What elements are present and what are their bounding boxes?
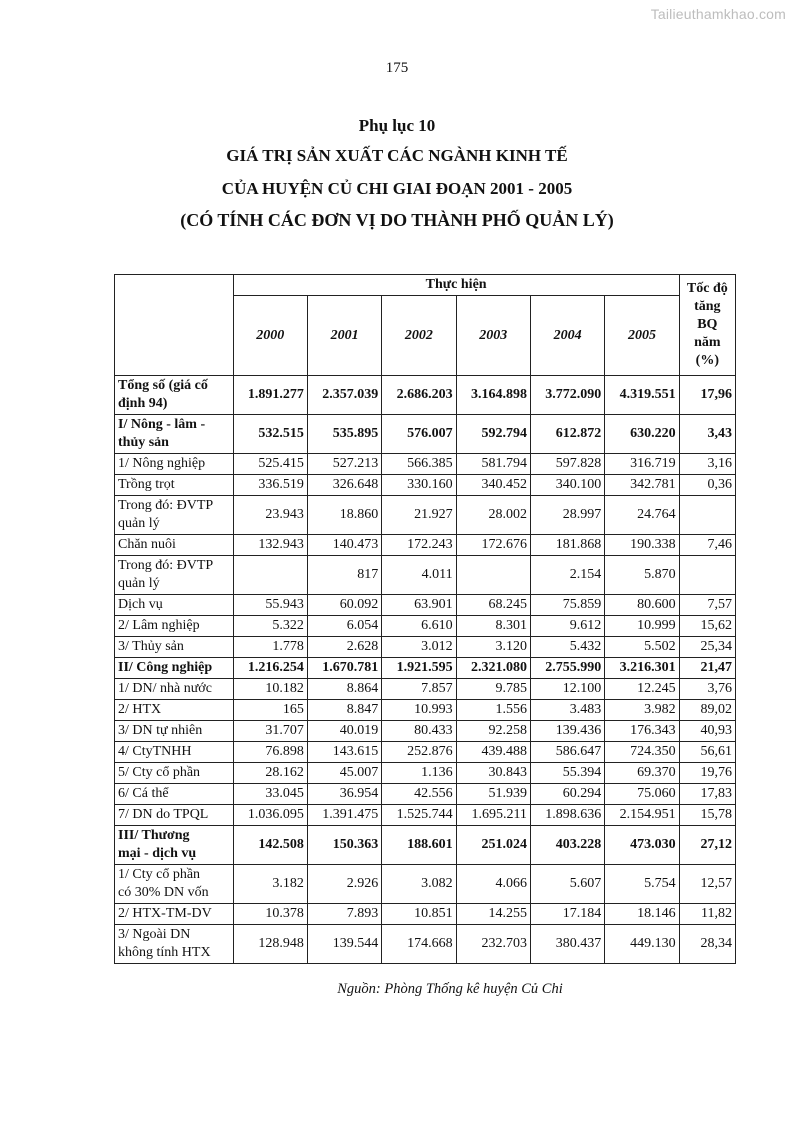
row-label	[115, 475, 234, 496]
value-cell: 330.160	[382, 475, 456, 496]
growth-rate-cell: 17,96	[679, 376, 735, 415]
value-cell: 55.394	[530, 763, 604, 784]
header-implemented: Thực hiện	[233, 275, 679, 296]
value-cell: 2.926	[307, 865, 381, 904]
value-cell: 24.764	[605, 496, 679, 535]
row-label-line: Trong đó: ĐVTP	[118, 558, 214, 573]
row-label-line: Chăn nuôi	[118, 537, 176, 552]
value-cell: 630.220	[605, 415, 679, 454]
value-cell: 139.544	[307, 925, 381, 964]
value-cell: 4.011	[382, 556, 456, 595]
row-label	[115, 721, 234, 742]
value-cell: 316.719	[605, 454, 679, 475]
value-cell: 188.601	[382, 826, 456, 865]
row-label-line: 6/ Cá thể	[118, 786, 169, 801]
row-label-line: 1/ Cty cổ phần	[118, 867, 201, 882]
value-cell: 8.301	[456, 616, 530, 637]
growth-rate-cell: 0,36	[679, 475, 735, 496]
value-cell: 1.778	[233, 637, 307, 658]
growth-rate-cell: 40,93	[679, 721, 735, 742]
value-cell: 7.857	[382, 679, 456, 700]
header-blank-cell	[115, 275, 234, 376]
table-row	[115, 556, 736, 595]
value-cell: 55.943	[233, 595, 307, 616]
value-cell: 576.007	[382, 415, 456, 454]
header-year: 2001	[307, 296, 381, 376]
row-label	[115, 904, 234, 925]
value-cell: 1.036.095	[233, 805, 307, 826]
value-cell: 42.556	[382, 784, 456, 805]
value-cell	[456, 556, 530, 595]
growth-rate-cell: 12,57	[679, 865, 735, 904]
growth-rate-cell: 21,47	[679, 658, 735, 679]
value-cell: 2.154.951	[605, 805, 679, 826]
row-label-line: Tổng số (giá cố	[118, 378, 208, 393]
value-cell: 181.868	[530, 535, 604, 556]
value-cell: 581.794	[456, 454, 530, 475]
value-cell: 142.508	[233, 826, 307, 865]
growth-rate-cell: 25,34	[679, 637, 735, 658]
value-cell: 92.258	[456, 721, 530, 742]
growth-rate-cell: 27,12	[679, 826, 735, 865]
row-label	[115, 376, 234, 415]
table-row	[115, 535, 736, 556]
row-label-line: không tính HTX	[118, 945, 211, 960]
growth-rate-cell: 3,76	[679, 679, 735, 700]
table-row	[115, 475, 736, 496]
row-label	[115, 679, 234, 700]
value-cell: 597.828	[530, 454, 604, 475]
value-cell: 5.870	[605, 556, 679, 595]
value-cell: 3.772.090	[530, 376, 604, 415]
row-label-line: Trong đó: ĐVTP	[118, 498, 214, 513]
growth-rate-cell: 7,46	[679, 535, 735, 556]
value-cell: 12.245	[605, 679, 679, 700]
value-cell: 30.843	[456, 763, 530, 784]
row-label-line: II/ Công nghiệp	[118, 660, 213, 675]
value-cell: 2.321.080	[456, 658, 530, 679]
row-label-line: 2/ Lâm nghiệp	[118, 618, 200, 633]
table-row	[115, 721, 736, 742]
value-cell: 165	[233, 700, 307, 721]
value-cell: 23.943	[233, 496, 307, 535]
value-cell: 6.610	[382, 616, 456, 637]
row-label-line: 2/ HTX-TM-DV	[118, 906, 212, 921]
value-cell: 18.860	[307, 496, 381, 535]
value-cell: 40.019	[307, 721, 381, 742]
table-row	[115, 763, 736, 784]
value-cell: 5.322	[233, 616, 307, 637]
row-label	[115, 865, 234, 904]
value-cell: 326.648	[307, 475, 381, 496]
row-label	[115, 595, 234, 616]
value-cell: 724.350	[605, 742, 679, 763]
value-cell: 1.695.211	[456, 805, 530, 826]
value-cell: 60.294	[530, 784, 604, 805]
value-cell: 14.255	[456, 904, 530, 925]
growth-rate-cell: 7,57	[679, 595, 735, 616]
value-cell: 3.216.301	[605, 658, 679, 679]
row-label-line: có 30% DN vốn	[118, 885, 209, 900]
value-cell: 17.184	[530, 904, 604, 925]
value-cell: 3.012	[382, 637, 456, 658]
value-cell: 592.794	[456, 415, 530, 454]
value-cell: 45.007	[307, 763, 381, 784]
value-cell: 403.228	[530, 826, 604, 865]
value-cell: 36.954	[307, 784, 381, 805]
growth-rate-cell: 28,34	[679, 925, 735, 964]
value-cell: 4.066	[456, 865, 530, 904]
growth-rate-cell: 56,61	[679, 742, 735, 763]
row-label-line: 5/ Cty cổ phần	[118, 765, 201, 780]
row-label-line: quản lý	[118, 516, 160, 531]
growth-rate-cell: 15,78	[679, 805, 735, 826]
row-label-line: 7/ DN do TPQL	[118, 807, 209, 822]
value-cell: 340.100	[530, 475, 604, 496]
value-cell: 190.338	[605, 535, 679, 556]
value-cell: 5.754	[605, 865, 679, 904]
growth-rate-cell: 89,02	[679, 700, 735, 721]
value-cell: 2.628	[307, 637, 381, 658]
value-cell: 10.851	[382, 904, 456, 925]
production-value-table	[114, 274, 736, 964]
value-cell: 9.612	[530, 616, 604, 637]
row-label	[115, 763, 234, 784]
value-cell: 527.213	[307, 454, 381, 475]
growth-rate-cell: 17,83	[679, 784, 735, 805]
value-cell: 5.502	[605, 637, 679, 658]
row-label	[115, 637, 234, 658]
row-label	[115, 658, 234, 679]
header-year: 2003	[456, 296, 530, 376]
value-cell: 9.785	[456, 679, 530, 700]
value-cell: 3.120	[456, 637, 530, 658]
header-growth-line: Tốc độ	[686, 281, 728, 296]
value-cell: 532.515	[233, 415, 307, 454]
row-label-line: 3/ Thủy sản	[118, 639, 184, 654]
row-label	[115, 742, 234, 763]
watermark-text: Tailieuthamkhao.com	[650, 6, 786, 22]
value-cell: 535.895	[307, 415, 381, 454]
table-row	[115, 496, 736, 535]
table-row	[115, 637, 736, 658]
table-row	[115, 679, 736, 700]
value-cell: 28.002	[456, 496, 530, 535]
value-cell: 76.898	[233, 742, 307, 763]
value-cell: 75.060	[605, 784, 679, 805]
row-label	[115, 496, 234, 535]
value-cell: 566.385	[382, 454, 456, 475]
value-cell: 18.146	[605, 904, 679, 925]
growth-rate-cell: 3,43	[679, 415, 735, 454]
table-row	[115, 658, 736, 679]
value-cell: 3.082	[382, 865, 456, 904]
table-row	[115, 904, 736, 925]
value-cell: 252.876	[382, 742, 456, 763]
header-year: 2005	[605, 296, 679, 376]
growth-rate-cell: 3,16	[679, 454, 735, 475]
header-year: 2004	[530, 296, 604, 376]
row-label-line: thủy sản	[118, 435, 169, 450]
value-cell: 7.893	[307, 904, 381, 925]
value-cell: 340.452	[456, 475, 530, 496]
table-row	[115, 616, 736, 637]
value-cell: 2.686.203	[382, 376, 456, 415]
value-cell: 3.182	[233, 865, 307, 904]
value-cell: 174.668	[382, 925, 456, 964]
value-cell: 232.703	[456, 925, 530, 964]
row-label	[115, 805, 234, 826]
value-cell: 172.676	[456, 535, 530, 556]
row-label-line: định 94)	[118, 396, 168, 411]
value-cell: 176.343	[605, 721, 679, 742]
row-label-line: Trồng trọt	[118, 477, 175, 492]
value-cell: 2.357.039	[307, 376, 381, 415]
value-cell: 8.847	[307, 700, 381, 721]
document-title-line-3: (CÓ TÍNH CÁC ĐƠN VỊ DO THÀNH PHỐ QUẢN LÝ)	[180, 210, 614, 230]
value-cell: 10.993	[382, 700, 456, 721]
growth-rate-cell: 19,76	[679, 763, 735, 784]
value-cell: 1.391.475	[307, 805, 381, 826]
row-label	[115, 826, 234, 865]
value-cell: 139.436	[530, 721, 604, 742]
value-cell: 439.488	[456, 742, 530, 763]
growth-rate-cell	[679, 556, 735, 595]
value-cell: 12.100	[530, 679, 604, 700]
value-cell: 5.432	[530, 637, 604, 658]
value-cell: 1.921.595	[382, 658, 456, 679]
value-cell: 251.024	[456, 826, 530, 865]
value-cell: 69.370	[605, 763, 679, 784]
value-cell: 1.556	[456, 700, 530, 721]
value-cell: 80.433	[382, 721, 456, 742]
header-year: 2002	[382, 296, 456, 376]
value-cell: 336.519	[233, 475, 307, 496]
value-cell: 612.872	[530, 415, 604, 454]
value-cell: 80.600	[605, 595, 679, 616]
table-row	[115, 595, 736, 616]
value-cell: 33.045	[233, 784, 307, 805]
row-label-line: 2/ HTX	[118, 702, 162, 717]
row-label-line: 1/ DN/ nhà nước	[118, 681, 212, 696]
value-cell: 10.182	[233, 679, 307, 700]
row-label-line: I/ Nông - lâm -	[118, 417, 206, 432]
row-label-line: mại - dịch vụ	[118, 846, 197, 861]
growth-rate-cell	[679, 496, 735, 535]
value-cell	[233, 556, 307, 595]
value-cell: 143.615	[307, 742, 381, 763]
row-label	[115, 556, 234, 595]
value-cell: 1.891.277	[233, 376, 307, 415]
source-note: Nguồn: Phòng Thống kê huyện Củ Chi	[337, 981, 563, 997]
value-cell: 51.939	[456, 784, 530, 805]
row-label-line: 1/ Nông nghiệp	[118, 456, 206, 471]
table-body	[115, 376, 736, 964]
value-cell: 8.864	[307, 679, 381, 700]
value-cell: 449.130	[605, 925, 679, 964]
row-label	[115, 925, 234, 964]
table-row	[115, 742, 736, 763]
header-growth-line: (%)	[695, 353, 719, 368]
header-growth-line: tăng	[694, 299, 721, 314]
value-cell: 28.162	[233, 763, 307, 784]
value-cell: 525.415	[233, 454, 307, 475]
row-label	[115, 616, 234, 637]
value-cell: 75.859	[530, 595, 604, 616]
growth-rate-cell: 15,62	[679, 616, 735, 637]
value-cell: 586.647	[530, 742, 604, 763]
value-cell: 342.781	[605, 475, 679, 496]
document-title-line-2: CỦA HUYỆN CỦ CHI GIAI ĐOẠN 2001 - 2005	[221, 179, 573, 198]
row-label-line: III/ Thương	[118, 828, 190, 843]
value-cell: 172.243	[382, 535, 456, 556]
value-cell: 1.525.744	[382, 805, 456, 826]
table-row	[115, 805, 736, 826]
value-cell: 28.997	[530, 496, 604, 535]
table-row	[115, 454, 736, 475]
value-cell: 140.473	[307, 535, 381, 556]
table-row	[115, 784, 736, 805]
value-cell: 1.898.636	[530, 805, 604, 826]
table-row	[115, 376, 736, 415]
growth-rate-cell: 11,82	[679, 904, 735, 925]
value-cell: 1.670.781	[307, 658, 381, 679]
header-year: 2000	[233, 296, 307, 376]
row-label-line: quản lý	[118, 576, 160, 591]
row-label	[115, 700, 234, 721]
document-title-line-1: GIÁ TRỊ SẢN XUẤT CÁC NGÀNH KINH TẾ	[226, 146, 568, 165]
header-growth-line: năm	[694, 335, 721, 350]
value-cell: 3.164.898	[456, 376, 530, 415]
value-cell: 3.483	[530, 700, 604, 721]
row-label-line: 3/ DN tự nhiên	[118, 723, 203, 738]
value-cell: 63.901	[382, 595, 456, 616]
value-cell: 31.707	[233, 721, 307, 742]
value-cell: 3.982	[605, 700, 679, 721]
table-row	[115, 700, 736, 721]
value-cell: 21.927	[382, 496, 456, 535]
value-cell: 473.030	[605, 826, 679, 865]
appendix-title: Phụ lục 10	[358, 116, 436, 135]
value-cell: 2.154	[530, 556, 604, 595]
row-label	[115, 454, 234, 475]
value-cell: 380.437	[530, 925, 604, 964]
row-label	[115, 415, 234, 454]
value-cell: 68.245	[456, 595, 530, 616]
value-cell: 10.378	[233, 904, 307, 925]
value-cell: 132.943	[233, 535, 307, 556]
value-cell: 5.607	[530, 865, 604, 904]
row-label	[115, 784, 234, 805]
value-cell: 4.319.551	[605, 376, 679, 415]
page-number: 175	[385, 60, 409, 76]
value-cell: 128.948	[233, 925, 307, 964]
header-growth-line: BQ	[697, 317, 718, 332]
value-cell: 2.755.990	[530, 658, 604, 679]
value-cell: 60.092	[307, 595, 381, 616]
row-label-line: Dịch vụ	[118, 597, 163, 612]
row-label	[115, 535, 234, 556]
value-cell: 10.999	[605, 616, 679, 637]
table-row	[115, 826, 736, 865]
value-cell: 817	[307, 556, 381, 595]
value-cell: 150.363	[307, 826, 381, 865]
row-label-line: 3/ Ngoài DN	[118, 927, 191, 942]
value-cell: 6.054	[307, 616, 381, 637]
table-row	[115, 415, 736, 454]
row-label-line: 4/ CtyTNHH	[118, 744, 192, 759]
value-cell: 1.216.254	[233, 658, 307, 679]
table-row	[115, 865, 736, 904]
table-row	[115, 925, 736, 964]
header-growth-rate	[679, 275, 735, 376]
value-cell: 1.136	[382, 763, 456, 784]
